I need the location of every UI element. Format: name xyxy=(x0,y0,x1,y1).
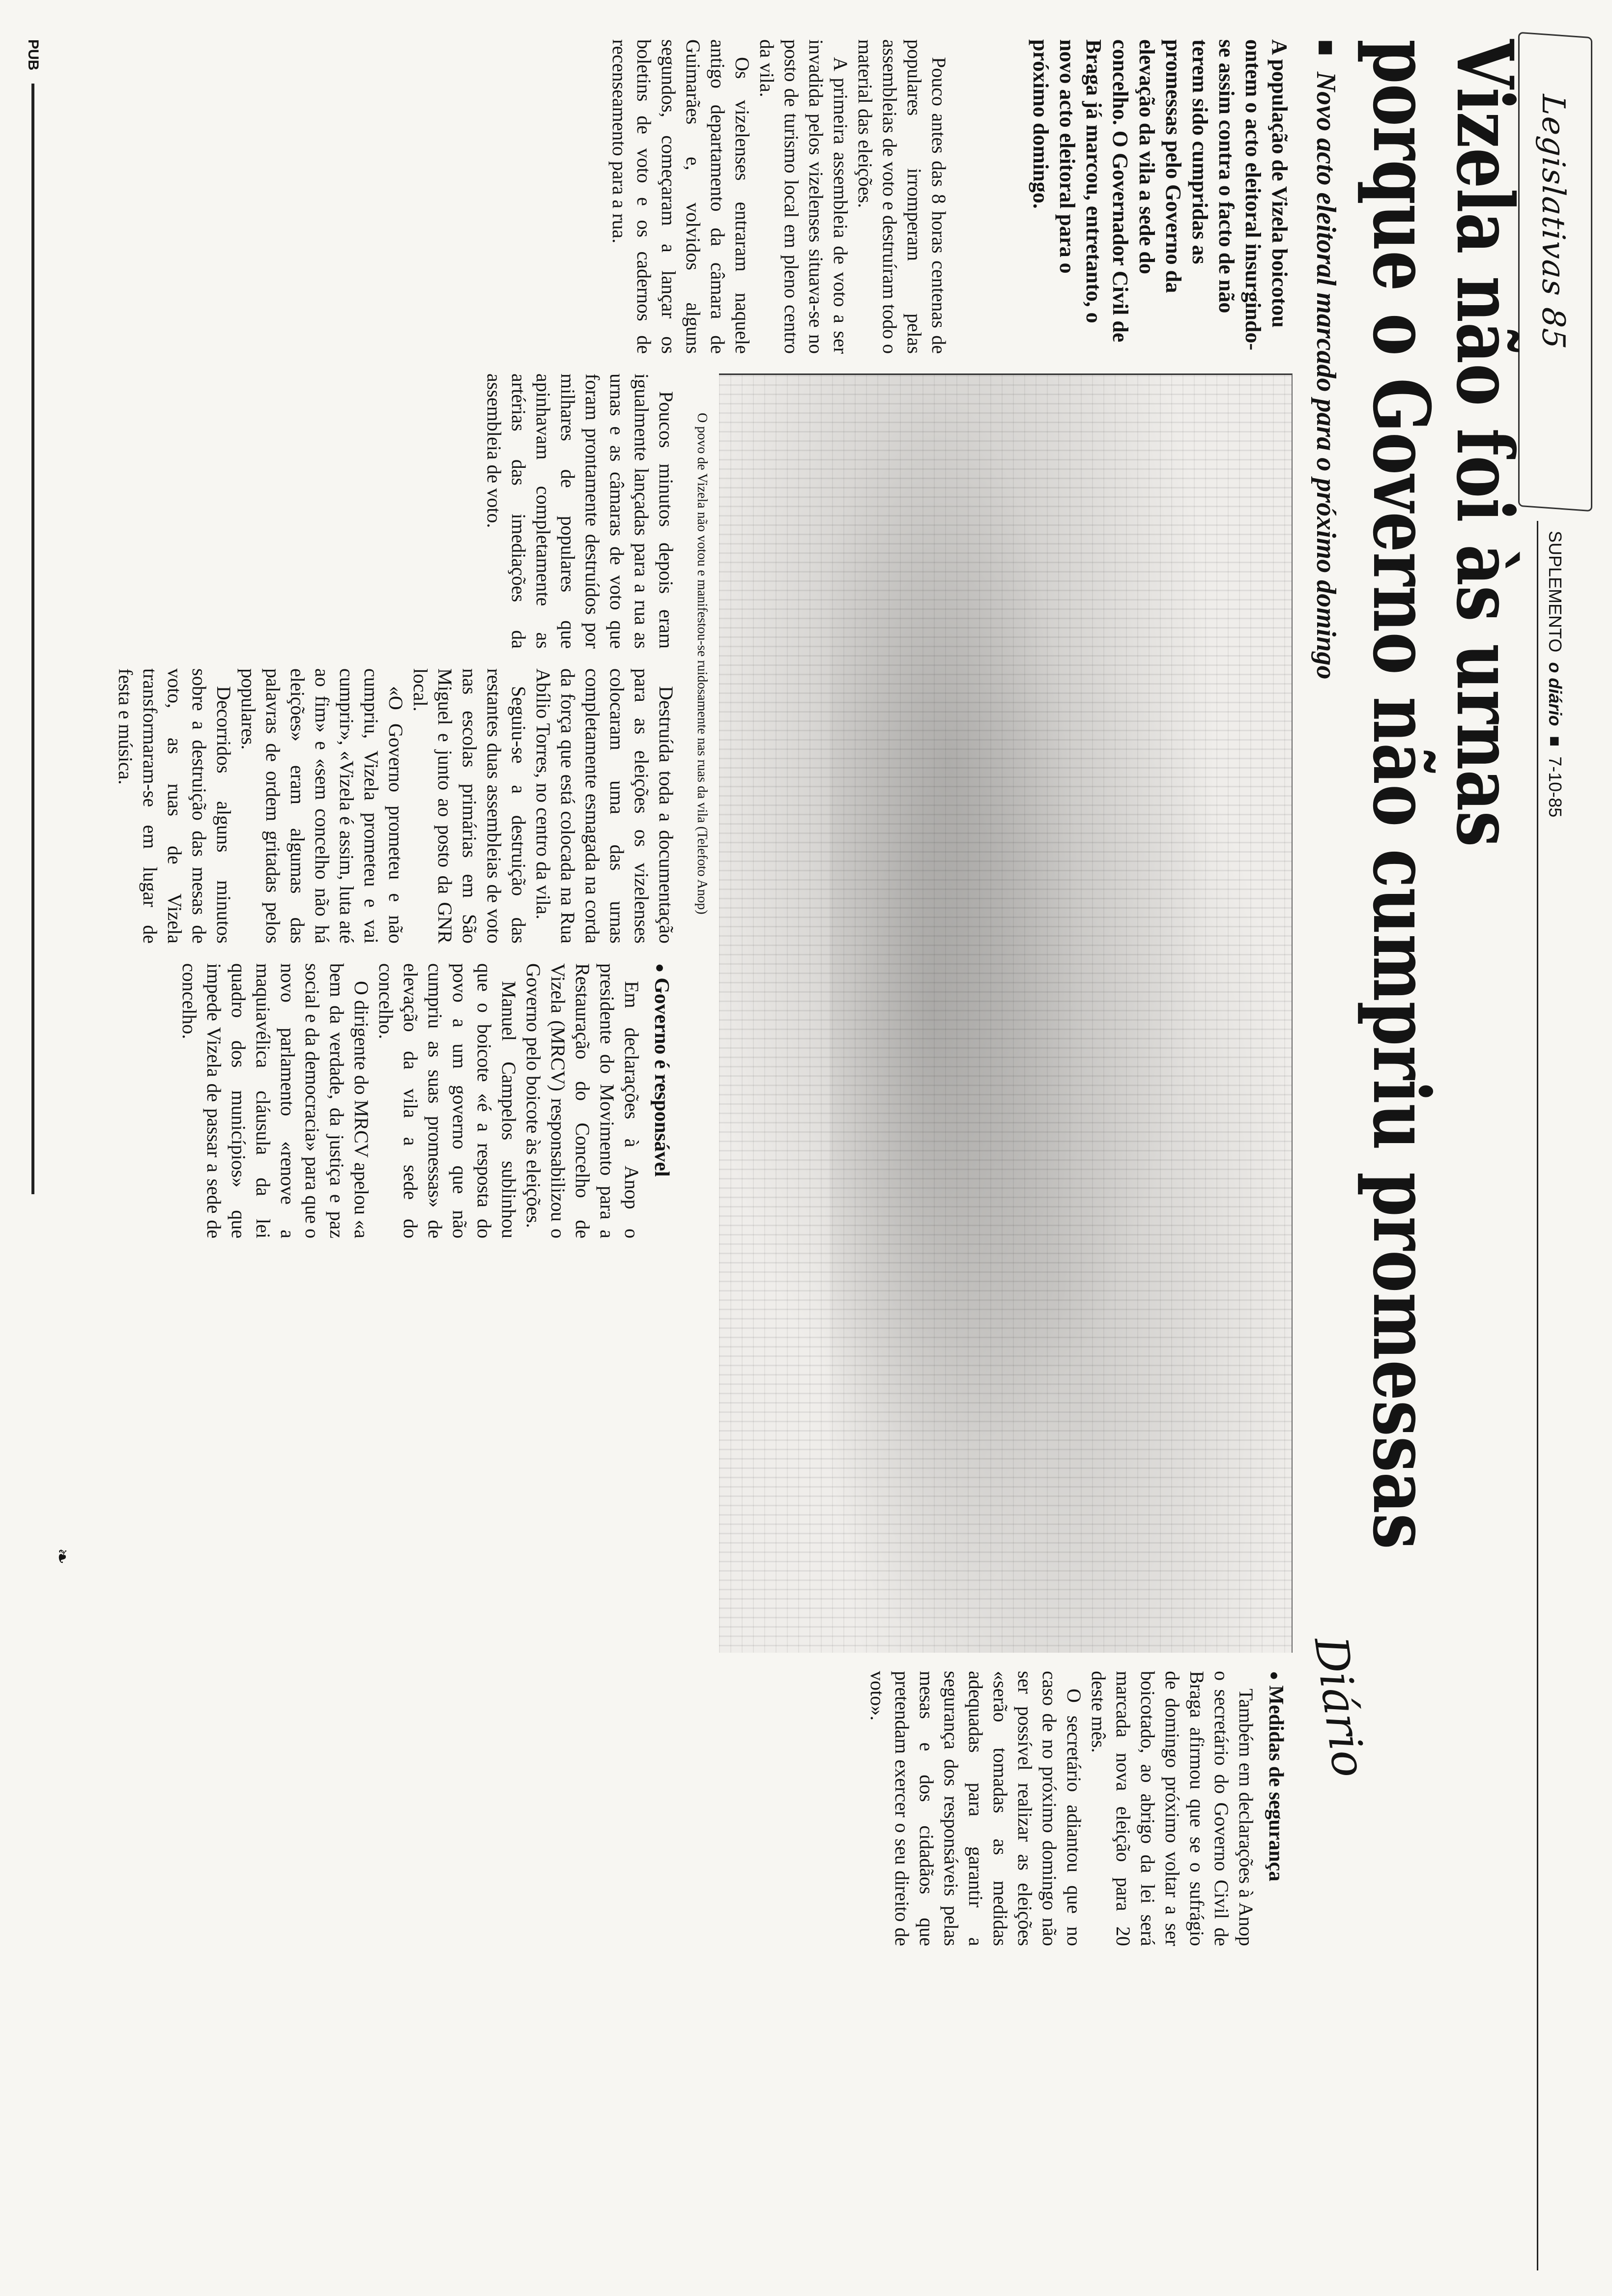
section-heading-seguranca: ● Medidas de segurança xyxy=(1263,1671,1288,1946)
photo-crowd-shading xyxy=(830,375,1085,1653)
body-paragraph: Também em declarações à Anop o secretário do Governo Civil de Braga afirmou que se o sufrágio de domingo próximo voltar a ser boicotado, ao abrigo da lei será marcada nova eleição para 20 deste mês. xyxy=(1088,1671,1257,1946)
body-paragraph: O secretário adiantou que no caso de no próximo domingo não ser possível realizar as eleições «serão tomadas as medidas adequadas para garantir a segurança dos responsáveis pelas mesas e dos cidadãos que pretendam exercer o seu direito de voto». xyxy=(866,1671,1085,1946)
issue-date: 7-10-85 xyxy=(1545,756,1565,818)
body-paragraph: Manuel Campelos sublinhou que o boicote «é a resposta do povo a um governo que não cumpriu as suas promessas» de elevação da vila a sede do concelho. xyxy=(375,963,520,1238)
body-column-4 xyxy=(64,963,678,1238)
pub-rule xyxy=(31,84,34,1194)
news-photo xyxy=(719,373,1293,1653)
pub-footer xyxy=(15,39,44,2270)
handwritten-label: Legislativas 85 xyxy=(1535,93,1571,351)
body-paragraph: Os vizelenses entraram naquele antigo departamento da câmara de Guimarães e, volvidos alguns segundos, começaram a lançar os boletins de voto e os cadernos de recenseamento para a rua. xyxy=(608,39,753,354)
body-paragraph: A primeira assembleia de voto a ser invadida pelos vizelenses situava-se no posto de turismo local em pleno centro da vila. xyxy=(756,39,852,354)
body-paragraph: Destruída toda a documentação para as eleições os vizelenses colocaram uma das urnas completamente esmagada na corda da força que está colocada na Rua Abílio Torres, no centro da vila. xyxy=(532,668,677,944)
section-label: SUPLEMENTO xyxy=(1545,531,1565,653)
subheadline-text: Novo acto eleitoral marcado para o próximo domingo xyxy=(1311,71,1341,680)
pub-label: PUB xyxy=(25,39,41,71)
end-mark-icon: ❧ xyxy=(51,1548,73,1565)
body-paragraph: Poucos minutos depois eram igualmente lançadas para a rua as urnas e as câmaras de voto que foram prontamente destruídos por milhares de populares que apinhavam completamente as artérias das imediações da assembleia de voto. xyxy=(483,373,677,649)
subheadline xyxy=(1310,39,1342,679)
body-column-5 xyxy=(74,1671,1293,1946)
body-paragraph: O dirigente do MRCV apelou «a bem da verdade, da justiça e paz social e da democracia» para que o novo parlamento «renove a maquiavélica cláusula da lei quadro dos municípios» que impede Vizela de passar a sede de concelho. xyxy=(178,963,373,1238)
body-column-3 xyxy=(64,668,678,944)
section-heading-governo: ● Governo é responsável xyxy=(649,963,673,1238)
newspaper-name: o diário xyxy=(1545,662,1565,726)
separator-square-icon: ■ xyxy=(1545,736,1565,747)
body-column-1 xyxy=(81,39,951,354)
body-column-2 xyxy=(64,373,678,649)
body-paragraph: «O Governo prometeu e não cumpriu, Vizela prometeu e vai cumprir», «Vizela é assim, luta até ao fim» e «sem concelho não há eleições» eram algumas das palavras de ordem gritadas pelos populares. xyxy=(237,668,407,944)
body-paragraph: Em declarações à Anop o presidente do Movimento para a Restauração do Concelho de Vizela (MRCV) responsabilizou o Governo pelo boicote às eleições. xyxy=(522,963,643,1238)
headline-line-1: Vizela não foi às urnas xyxy=(1439,39,1530,847)
body-paragraph: Seguiu-se a destruição das restantes duas assembleias de voto nas escolas primárias em São Miguel e junto ao posto da GNR local. xyxy=(409,668,530,944)
handwritten-note: Diário xyxy=(1304,1633,1376,1780)
body-paragraph: Pouco antes das 8 horas centenas de populares irromperam pelas assembleias de voto e destruíram todo o material das eleições. xyxy=(854,39,950,354)
body-paragraph: Decorridos alguns minutos sobre a destruição das mesas de voto, as ruas de Vizela transformaram-se em lugar de festa e música. xyxy=(115,668,235,944)
lede-paragraph: A população de Vizela boicotou ontem o acto eleitoral insurgindo-se assim contra o facto de não terem sido cumpridas as promessas pelo Governo da elevação da vila a sede do concelho. O Governador Civil de Braga já marcou, entretanto, o novo acto eleitoral para o próximo domingo. xyxy=(1029,39,1292,351)
running-header xyxy=(1545,531,1565,817)
bullet-square-icon: ■ xyxy=(1311,39,1341,56)
headline-line-2: porque o Governo não cumpriu promessas xyxy=(1355,39,1446,1550)
photo-caption: O povo de Vizela não votou e manifestou-se ruidosamente nas ruas da vila (Telefoto Anop) xyxy=(694,413,710,915)
header-rule xyxy=(1537,521,1538,2270)
